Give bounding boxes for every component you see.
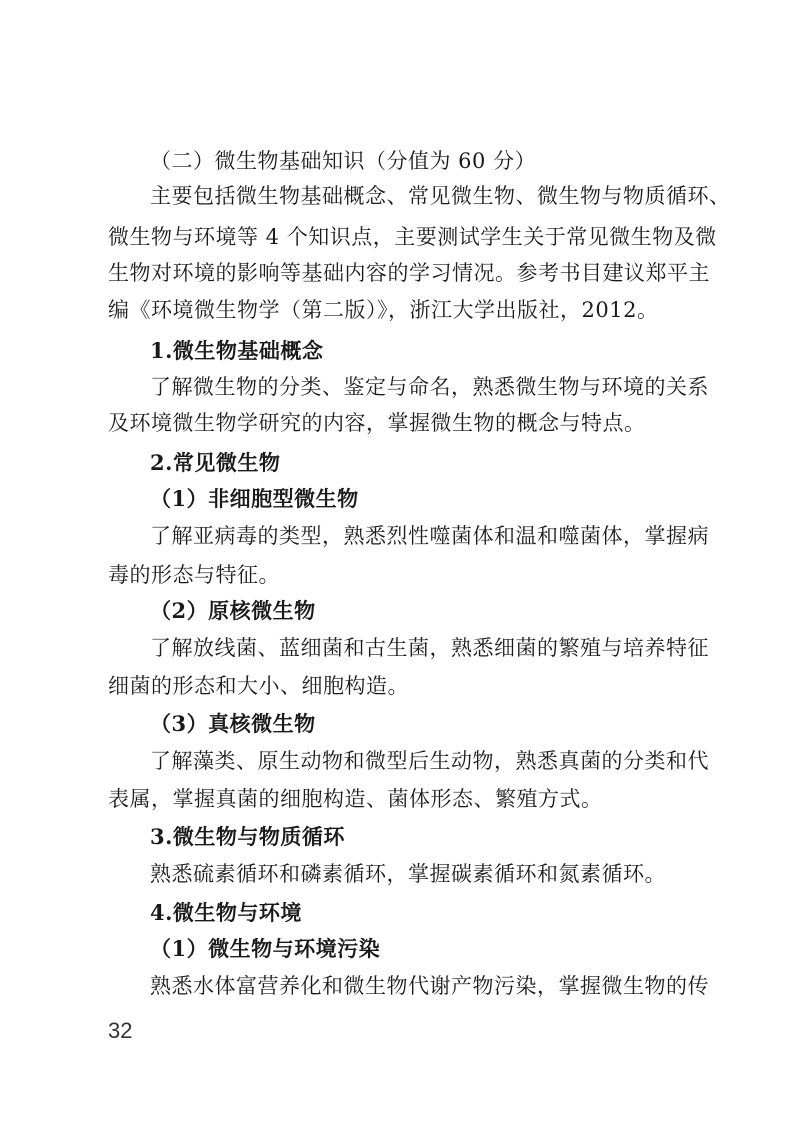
body-line: 熟悉硫素循环和磷素循环，掌握碳素循环和氮素循环。 bbox=[150, 862, 666, 886]
subtopic-heading: （3）真核微生物 bbox=[150, 711, 316, 736]
body-line: 及环境微生物学研究的内容，掌握微生物的概念与特点。 bbox=[108, 411, 646, 435]
body-line: 表属，掌握真菌的细胞构造、菌体形态、繁殖方式。 bbox=[108, 787, 603, 811]
body-line: 细菌的形态和大小、细胞构造。 bbox=[108, 674, 409, 698]
section-heading: （二）微生物基础知识（分值为 60 分） bbox=[150, 149, 537, 173]
subtopic-heading: （1）非细胞型微生物 bbox=[150, 486, 359, 511]
page-number: 32 bbox=[108, 1018, 133, 1043]
body-line: 了解放线菌、蓝细菌和古生菌，熟悉细菌的繁殖与培养特征 bbox=[150, 636, 709, 660]
topic-heading: 3.微生物与物质循环 bbox=[150, 824, 345, 849]
topic-heading: 4.微生物与环境 bbox=[150, 900, 302, 925]
topic-heading: 2.常见微生物 bbox=[150, 450, 281, 475]
intro-line: 主要包括微生物基础概念、常见微生物、微生物与物质循环、 bbox=[150, 184, 731, 208]
intro-line: 编《环境微生物学（第二版）》，浙江大学出版社，2012。 bbox=[108, 298, 659, 322]
body-line: 毒的形态与特征。 bbox=[108, 563, 280, 587]
subtopic-heading: （1）微生物与环境污染 bbox=[150, 936, 381, 961]
subtopic-heading: （2）原核微生物 bbox=[150, 598, 316, 623]
topic-heading: 1.微生物基础概念 bbox=[150, 338, 324, 363]
body-line: 了解亚病毒的类型，熟悉烈性噬菌体和温和噬菌体，掌握病 bbox=[150, 524, 709, 548]
body-line: 了解藻类、原生动物和微型后生动物，熟悉真菌的分类和代 bbox=[150, 749, 709, 773]
body-line: 熟悉水体富营养化和微生物代谢产物污染，掌握微生物的传 bbox=[150, 974, 709, 998]
intro-line: 微生物与环境等 4 个知识点，主要测试学生关于常见微生物及微 bbox=[108, 225, 717, 249]
body-line: 了解微生物的分类、鉴定与命名，熟悉微生物与环境的关系 bbox=[150, 375, 709, 399]
intro-line: 生物对环境的影响等基础内容的学习情况。参考书目建议郑平主 bbox=[108, 261, 710, 285]
